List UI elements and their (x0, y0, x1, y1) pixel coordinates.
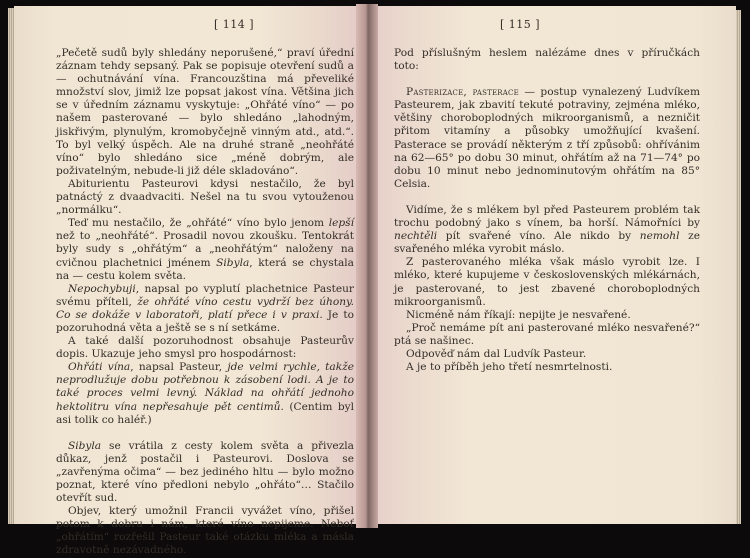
italic-run: jde velmi rychle, takže neprodlužuje dobu potřebnou k zásobení lodi. A je to také proces velmi levný. Náklad na ohřátí jednoho hektolitru vína nepřesahuje pět centimů (56, 361, 354, 413)
paragraph (56, 47, 354, 178)
paragraph (394, 47, 700, 73)
text-run: . (Centim byl asi tolik co haléř.) (56, 400, 354, 426)
paragraph (56, 283, 354, 335)
text-run: , která se chystala na — cestu kolem světa. (56, 256, 354, 282)
text-run: Nicméně nám říkají: nepijte je nesvařené. (406, 308, 631, 321)
book-gutter (356, 4, 378, 528)
text-run: , napsal po vyplutí plachetnice Pasteur svému příteli, (56, 282, 354, 308)
paragraph (394, 322, 700, 348)
text-run: . Je to pozoruhodná věta a ještě se s ní setkáme. (56, 308, 354, 334)
page-number-right: [ 115 ] (500, 18, 541, 31)
italic-run: Ohřáti vína (68, 361, 131, 374)
text-run: Teď mu nestačilo, že „ohřáté“ víno bylo jenom (68, 217, 329, 230)
text-run: ze svařeného mléka vyrobit máslo. (394, 230, 701, 256)
text-run: Objev, který umožnil Francii vyvážet víno, přišel potom k dobru i nám, které víno nepijeme. Neboť „ohřátím“ rozřešil Pasteur také otázku mléka a másla zdravotně nezávadného. (56, 505, 354, 557)
paragraph (56, 505, 354, 557)
text-run: Pod příslušným heslem nalézáme dnes v příručkách toto: (394, 47, 700, 73)
small-caps-run: Pasterizace, pasterace (406, 86, 519, 99)
paragraph (56, 361, 354, 426)
paragraph (394, 86, 700, 191)
text-run: „Pečetě sudů byly shledány neporušené,“ praví úřední záznam tehdy sepsaný. Pak se popisuje otevření sudů a — ochutnávání vína. Francouzština má převeliké množství slov, jimiž lze popsat jakost vína. Většina jich se v úředním záznamu vyskytuje: „Ohřáté víno“ — po našem pasterované — bylo shledáno „lahodným, jiskřivým, plynulým, kromobyčejně vinným atd., atd.“. To byl velký úspěch. Ale na druhé straně „neohřáté víno“ bylo shledáno sice „méně dobrým, ale poživatelným, nebude-li již déle skladováno“. (56, 47, 354, 177)
text-run: , napsal Pasteur, (130, 361, 228, 374)
left-page-text (56, 47, 354, 558)
page-number-left: [ 114 ] (214, 18, 255, 31)
text-run: A také další pozoruhodnost obsahuje Pasteurův dopis. Ukazuje jeho smysl pro hospodárnost: (56, 335, 354, 361)
paragraph (394, 256, 700, 308)
text-run: „Proč nemáme pít ani pasterované mléko nesvařené?“ ptá se našinec. (394, 321, 700, 347)
italic-run: nechtěli (394, 230, 438, 243)
italic-run: Sibyla (216, 256, 250, 269)
paragraph (56, 217, 354, 282)
text-run: Odpověď nám dal Ludvík Pasteur. (406, 347, 587, 360)
right-page (372, 6, 736, 524)
paragraph (394, 348, 700, 361)
paragraph (56, 178, 354, 217)
text-run: — postup vynalezený Ludvíkem Pasteurem, jak zbavití tekuté potraviny, zejména mléko, většiny choroboplodných mikroorganismů, a nezničit přitom vitamíny a působky umožňující kvašení. Pasterace se provádí některým z tří způsobů: ohřívánim na 62—65° po dobu 30 minut, ohřátím až na 71—74° po dobu 10 minut nebo jednominutovým ohřátím na 85° Celsia. (394, 86, 700, 190)
italic-run: lepší (328, 217, 354, 230)
text-run: Abiturientu Pasteurovi kdysi nestačilo, že byl patnáctý z dvaadvaciti. Nešel na tu svou vytouženou „normálku“. (56, 177, 354, 217)
italic-run: Sibyla (68, 439, 102, 452)
paragraph (56, 335, 354, 361)
right-page-text (394, 47, 700, 374)
text-run: A je to příběh jeho třetí nesmrtelnosti. (406, 361, 613, 374)
paragraph (394, 204, 700, 256)
left-page (14, 6, 361, 557)
paragraph (56, 440, 354, 505)
paragraph (394, 309, 700, 322)
text-run: se vrátila z cesty kolem světa a přivezla důkaz, jenž postačil i Pasteurovi. Doslova se „zavřenýma očima“ — bez jediného hltu — bylo možno poznat, které víno předloni nebylo „ohřáto“… Stačilo otevřít sud. (56, 439, 354, 505)
text-run: Z pasterovaného mléka však máslo vyrobit lze. I mléko, které kupujeme v československých mlékárnách, je pasterované, to jest zbavené choroboplodných mikroorganismů. (394, 256, 700, 308)
paragraph (394, 361, 700, 374)
italic-run: nemohl (639, 230, 680, 243)
italic-run: že ohřáté víno cestu vydrží bez úhony. Co se dokáže v laboratoři, platí přece i v praxi (56, 295, 354, 321)
italic-run: Nepochybuji (68, 282, 136, 295)
text-run: Vidíme, že s mlékem byl před Pasteurem problém tak trochu podobný jako s vínem, ba horší. Námořníci by (394, 203, 700, 230)
text-run: než to „neohřáté“. Prosadil novou zkoušku. Tentokrát byly sudy s „ohřátým“ a „neohřátým“ naloženy na cvičnou plachetnici jménem (56, 230, 354, 269)
text-run: pít svařené víno. Ale nikdo by (437, 230, 640, 243)
